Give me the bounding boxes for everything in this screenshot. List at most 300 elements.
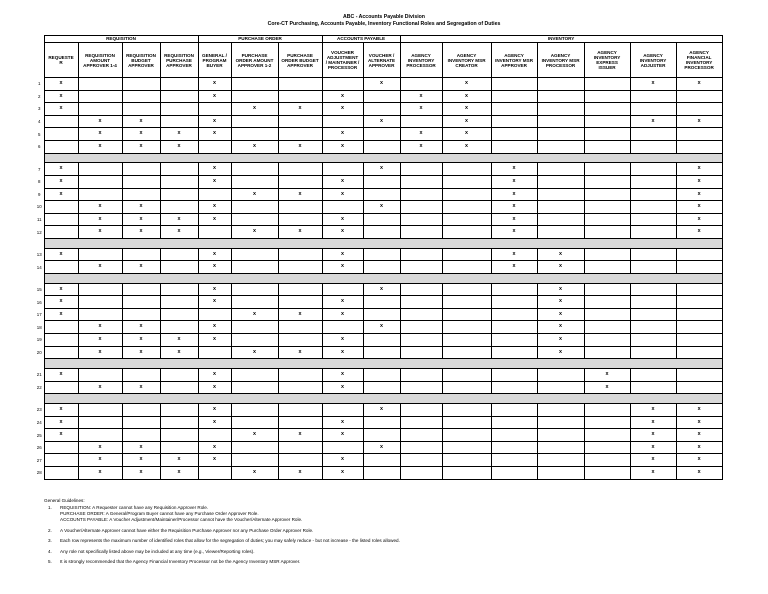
empty-cell [491,115,537,128]
empty-cell [44,261,78,274]
row-number: 28 [36,470,42,476]
guidelines-list [44,505,724,565]
empty-cell [676,381,722,394]
empty-cell [278,201,322,214]
empty-cell [363,467,400,480]
role-mark-cell: x [122,321,160,334]
empty-cell [676,103,722,116]
row-number: 24 [36,419,42,425]
role-mark-cell: x [322,467,363,480]
role-mark-cell: x [322,346,363,359]
guideline-text [60,505,724,523]
role-mark-cell: x [198,175,231,188]
empty-cell [122,163,160,176]
empty-cell [400,115,442,128]
empty-cell [78,369,122,382]
empty-cell [122,175,160,188]
empty-cell [78,429,122,442]
role-mark-cell: x [491,175,537,188]
empty-cell [231,334,278,347]
role-mark-cell: x [44,90,78,103]
empty-cell [122,90,160,103]
empty-cell [160,248,198,261]
row-number: 23 [36,407,42,413]
general-guidelines [44,498,724,565]
role-matrix-body [33,78,722,480]
empty-cell [630,296,676,309]
empty-cell [44,321,78,334]
role-mark-cell: x [122,226,160,239]
role-mark-cell: x [78,334,122,347]
group-header-row [33,36,722,43]
empty-cell [442,248,491,261]
empty-cell [278,248,322,261]
empty-cell [630,261,676,274]
empty-cell [442,454,491,467]
empty-cell [122,416,160,429]
role-mark-cell: x [363,441,400,454]
empty-cell [231,201,278,214]
row-number: 5 [38,131,41,137]
role-header: AGENCY FINANCIAL INVENTORY PROCESSOR [676,43,722,78]
empty-cell [363,346,400,359]
empty-cell [537,175,584,188]
empty-cell [442,226,491,239]
role-mark-cell: x [363,201,400,214]
empty-cell [198,467,231,480]
empty-cell [442,188,491,201]
empty-cell [231,261,278,274]
empty-cell [491,334,537,347]
empty-cell [630,163,676,176]
role-mark-cell: x [676,115,722,128]
empty-cell [363,175,400,188]
empty-cell [160,163,198,176]
role-mark-cell: x [78,115,122,128]
empty-cell [400,175,442,188]
empty-cell [160,175,198,188]
role-mark-cell: x [400,128,442,141]
row-number: 8 [38,179,41,185]
empty-cell [584,416,630,429]
empty-cell [122,283,160,296]
role-mark-cell: x [322,175,363,188]
guideline-number: 4. [48,548,52,554]
role-mark-cell: x [231,308,278,321]
role-mark-cell: x [363,78,400,91]
separator-band [44,273,722,283]
empty-cell [537,416,584,429]
role-mark-cell: x [491,213,537,226]
empty-cell [198,103,231,116]
role-mark-cell: x [322,128,363,141]
role-mark-cell: x [231,140,278,153]
table-row [33,381,722,394]
empty-cell [400,467,442,480]
empty-cell [442,261,491,274]
role-mark-cell: x [198,163,231,176]
empty-cell [584,296,630,309]
group-header: INVENTORY [400,36,722,43]
separator-band [44,153,722,163]
empty-cell [676,369,722,382]
role-mark-cell: x [122,128,160,141]
role-mark-cell: x [676,226,722,239]
empty-cell [584,308,630,321]
guideline-text [60,549,724,555]
role-mark-cell: x [198,369,231,382]
empty-cell [400,261,442,274]
empty-cell [584,213,630,226]
table-row [33,226,722,239]
empty-cell [322,404,363,417]
row-number: 26 [36,445,42,451]
row-number: 17 [36,312,42,318]
separator-row [33,359,722,369]
empty-cell [278,90,322,103]
role-mark-cell: x [537,261,584,274]
empty-cell [160,321,198,334]
guideline-line: Any role not specifically listed above may be included at any time (e.g., Viewer/Reporting roles). [60,548,255,554]
empty-cell [278,78,322,91]
row-number: 15 [36,287,42,292]
separator-band [44,359,722,369]
role-mark-cell: x [400,140,442,153]
empty-cell [44,346,78,359]
empty-cell [278,441,322,454]
empty-cell [278,404,322,417]
role-mark-cell: x [676,175,722,188]
empty-cell [231,248,278,261]
empty-cell [584,248,630,261]
empty-cell [160,416,198,429]
role-mark-cell: x [630,115,676,128]
empty-cell [44,454,78,467]
empty-cell [676,296,722,309]
empty-cell [122,296,160,309]
guideline-line: PURCHASE ORDER: A General/Program Buyer cannot have any Purchase Order Approver Role. [60,511,259,516]
empty-cell [537,103,584,116]
empty-cell [78,308,122,321]
role-mark-cell: x [160,454,198,467]
empty-cell [363,226,400,239]
empty-cell [122,188,160,201]
empty-cell [584,226,630,239]
empty-cell [491,454,537,467]
empty-cell [584,163,630,176]
role-mark-cell: x [400,103,442,116]
empty-cell [363,416,400,429]
empty-cell [160,429,198,442]
empty-cell [584,201,630,214]
role-header: AGENCY INVENTORY MSR PROCESSOR [537,43,584,78]
empty-cell [198,308,231,321]
empty-cell [78,296,122,309]
role-mark-cell: x [78,346,122,359]
empty-cell [442,334,491,347]
role-mark-cell: x [584,381,630,394]
empty-cell [630,201,676,214]
row-number: 6 [38,144,41,150]
empty-cell [537,441,584,454]
role-mark-cell: x [630,467,676,480]
role-mark-cell: x [442,128,491,141]
empty-cell [231,369,278,382]
table-row [33,467,722,480]
role-mark-cell: x [44,369,78,382]
empty-cell [363,308,400,321]
row-number: 1 [38,81,41,87]
role-mark-cell: x [198,334,231,347]
role-mark-cell: x [676,429,722,442]
empty-cell [400,226,442,239]
empty-cell [122,248,160,261]
table-row [33,248,722,261]
role-mark-cell: x [491,163,537,176]
empty-cell [400,416,442,429]
role-mark-cell: x [584,369,630,382]
role-mark-cell: x [676,213,722,226]
empty-cell [584,334,630,347]
role-mark-cell: x [198,248,231,261]
role-mark-cell: x [44,416,78,429]
role-mark-cell: x [44,163,78,176]
table-row [33,78,722,91]
role-mark-cell: x [322,248,363,261]
empty-cell [160,369,198,382]
role-mark-cell: x [198,115,231,128]
role-header-row [33,43,722,78]
role-mark-cell: x [537,346,584,359]
guideline-number: 3. [48,538,52,544]
separator-row [33,238,722,248]
table-row [33,261,722,274]
empty-cell [630,308,676,321]
empty-cell [160,188,198,201]
empty-cell [400,308,442,321]
role-mark-cell: x [122,467,160,480]
empty-cell [537,369,584,382]
role-mark-cell: x [122,261,160,274]
empty-cell [231,90,278,103]
guideline-text [60,559,724,565]
empty-cell [231,213,278,226]
separator-row [33,273,722,283]
empty-cell [630,90,676,103]
role-mark-cell: x [198,261,231,274]
row-number: 20 [36,349,42,355]
role-mark-cell: x [160,346,198,359]
table-row [33,429,722,442]
empty-cell [584,346,630,359]
empty-cell [400,429,442,442]
empty-cell [676,334,722,347]
role-mark-cell: x [676,441,722,454]
role-mark-cell: x [231,226,278,239]
guideline-text [60,538,724,544]
role-mark-cell: x [322,188,363,201]
empty-cell [44,140,78,153]
empty-cell [491,321,537,334]
role-header: REQUISITION AMOUNT APPROVER 1-4 [78,43,122,78]
empty-cell [78,404,122,417]
empty-cell [278,334,322,347]
role-mark-cell: x [491,261,537,274]
role-mark-cell: x [78,261,122,274]
empty-cell [442,201,491,214]
empty-cell [363,140,400,153]
empty-cell [278,296,322,309]
empty-cell [491,296,537,309]
row-number: 14 [36,264,42,270]
division-title: ABC - Accounts Payable Division [343,14,425,20]
empty-cell [231,296,278,309]
empty-cell [630,321,676,334]
empty-cell [363,188,400,201]
role-mark-cell: x [676,188,722,201]
empty-cell [442,467,491,480]
empty-cell [630,334,676,347]
empty-cell [44,201,78,214]
role-mark-cell: x [630,416,676,429]
role-mark-cell: x [44,296,78,309]
role-mark-cell: x [322,429,363,442]
empty-cell [198,188,231,201]
role-mark-cell: x [78,140,122,153]
empty-cell [363,296,400,309]
role-header: GENERAL / PROGRAM BUYER [198,43,231,78]
row-number [33,238,44,248]
empty-cell [322,201,363,214]
role-mark-cell: x [322,261,363,274]
role-mark-cell: x [78,321,122,334]
empty-cell [122,369,160,382]
role-mark-cell: x [231,429,278,442]
empty-cell [363,454,400,467]
empty-cell [400,78,442,91]
separator-band [44,394,722,404]
empty-cell [78,416,122,429]
role-mark-cell: x [537,283,584,296]
guideline-item [44,538,724,544]
guideline-number: 5. [48,559,52,565]
row-number: 16 [36,299,42,305]
row-number: 13 [36,252,42,258]
empty-cell [442,296,491,309]
guideline-line: Each row represents the maximum number of identified roles that allow for the segregation of duties; you may safely reduce - but not increase - the listed roles allowed. [60,538,400,544]
empty-cell [491,416,537,429]
empty-cell [442,213,491,226]
document-title-block [0,14,768,28]
empty-cell [322,321,363,334]
separator-row [33,153,722,163]
role-mark-cell: x [676,467,722,480]
role-mark-cell: x [160,334,198,347]
role-mark-cell: x [44,308,78,321]
role-mark-cell: x [78,128,122,141]
role-mark-cell: x [78,454,122,467]
role-mark-cell: x [122,346,160,359]
empty-cell [584,454,630,467]
empty-cell [400,441,442,454]
empty-cell [400,369,442,382]
empty-cell [231,163,278,176]
row-number-header [33,36,44,43]
table-row [33,296,722,309]
empty-cell [363,369,400,382]
table-row [33,308,722,321]
role-mark-cell: x [676,454,722,467]
empty-cell [44,334,78,347]
empty-cell [491,140,537,153]
role-mark-cell: x [160,128,198,141]
role-mark-cell: x [198,283,231,296]
role-mark-cell: x [322,103,363,116]
table-row [33,128,722,141]
role-mark-cell: x [278,467,322,480]
role-mark-cell: x [537,308,584,321]
empty-cell [491,90,537,103]
empty-cell [537,90,584,103]
role-mark-cell: x [630,78,676,91]
empty-cell [278,261,322,274]
role-mark-cell: x [278,308,322,321]
role-mark-cell: x [442,140,491,153]
role-mark-cell: x [537,334,584,347]
empty-cell [160,78,198,91]
role-mark-cell: x [198,78,231,91]
empty-cell [231,454,278,467]
row-number: 4 [38,119,41,125]
table-row [33,103,722,116]
empty-cell [442,163,491,176]
empty-cell [278,175,322,188]
empty-cell [400,404,442,417]
separator-row [33,394,722,404]
role-mark-cell: x [363,163,400,176]
role-mark-cell: x [198,321,231,334]
role-mark-cell: x [491,226,537,239]
empty-cell [676,248,722,261]
empty-cell [78,283,122,296]
guideline-line: ACCOUNTS PAYABLE: A Voucher Adjustment/Maintainer/Processor cannot have the Voucher/Alternate Approver Role. [60,517,303,522]
empty-cell [584,404,630,417]
empty-cell [491,381,537,394]
empty-cell [584,175,630,188]
empty-cell [537,115,584,128]
empty-cell [278,163,322,176]
empty-cell [160,201,198,214]
empty-cell [322,441,363,454]
empty-cell [584,140,630,153]
empty-cell [584,128,630,141]
table-row [33,369,722,382]
role-mark-cell: x [78,226,122,239]
empty-cell [78,248,122,261]
empty-cell [630,369,676,382]
empty-cell [584,115,630,128]
empty-cell [491,308,537,321]
role-mark-cell: x [122,115,160,128]
table-row [33,346,722,359]
empty-cell [78,175,122,188]
role-mark-cell: x [491,248,537,261]
empty-cell [537,140,584,153]
empty-cell [676,90,722,103]
role-mark-cell: x [278,140,322,153]
empty-cell [400,213,442,226]
empty-cell [537,429,584,442]
